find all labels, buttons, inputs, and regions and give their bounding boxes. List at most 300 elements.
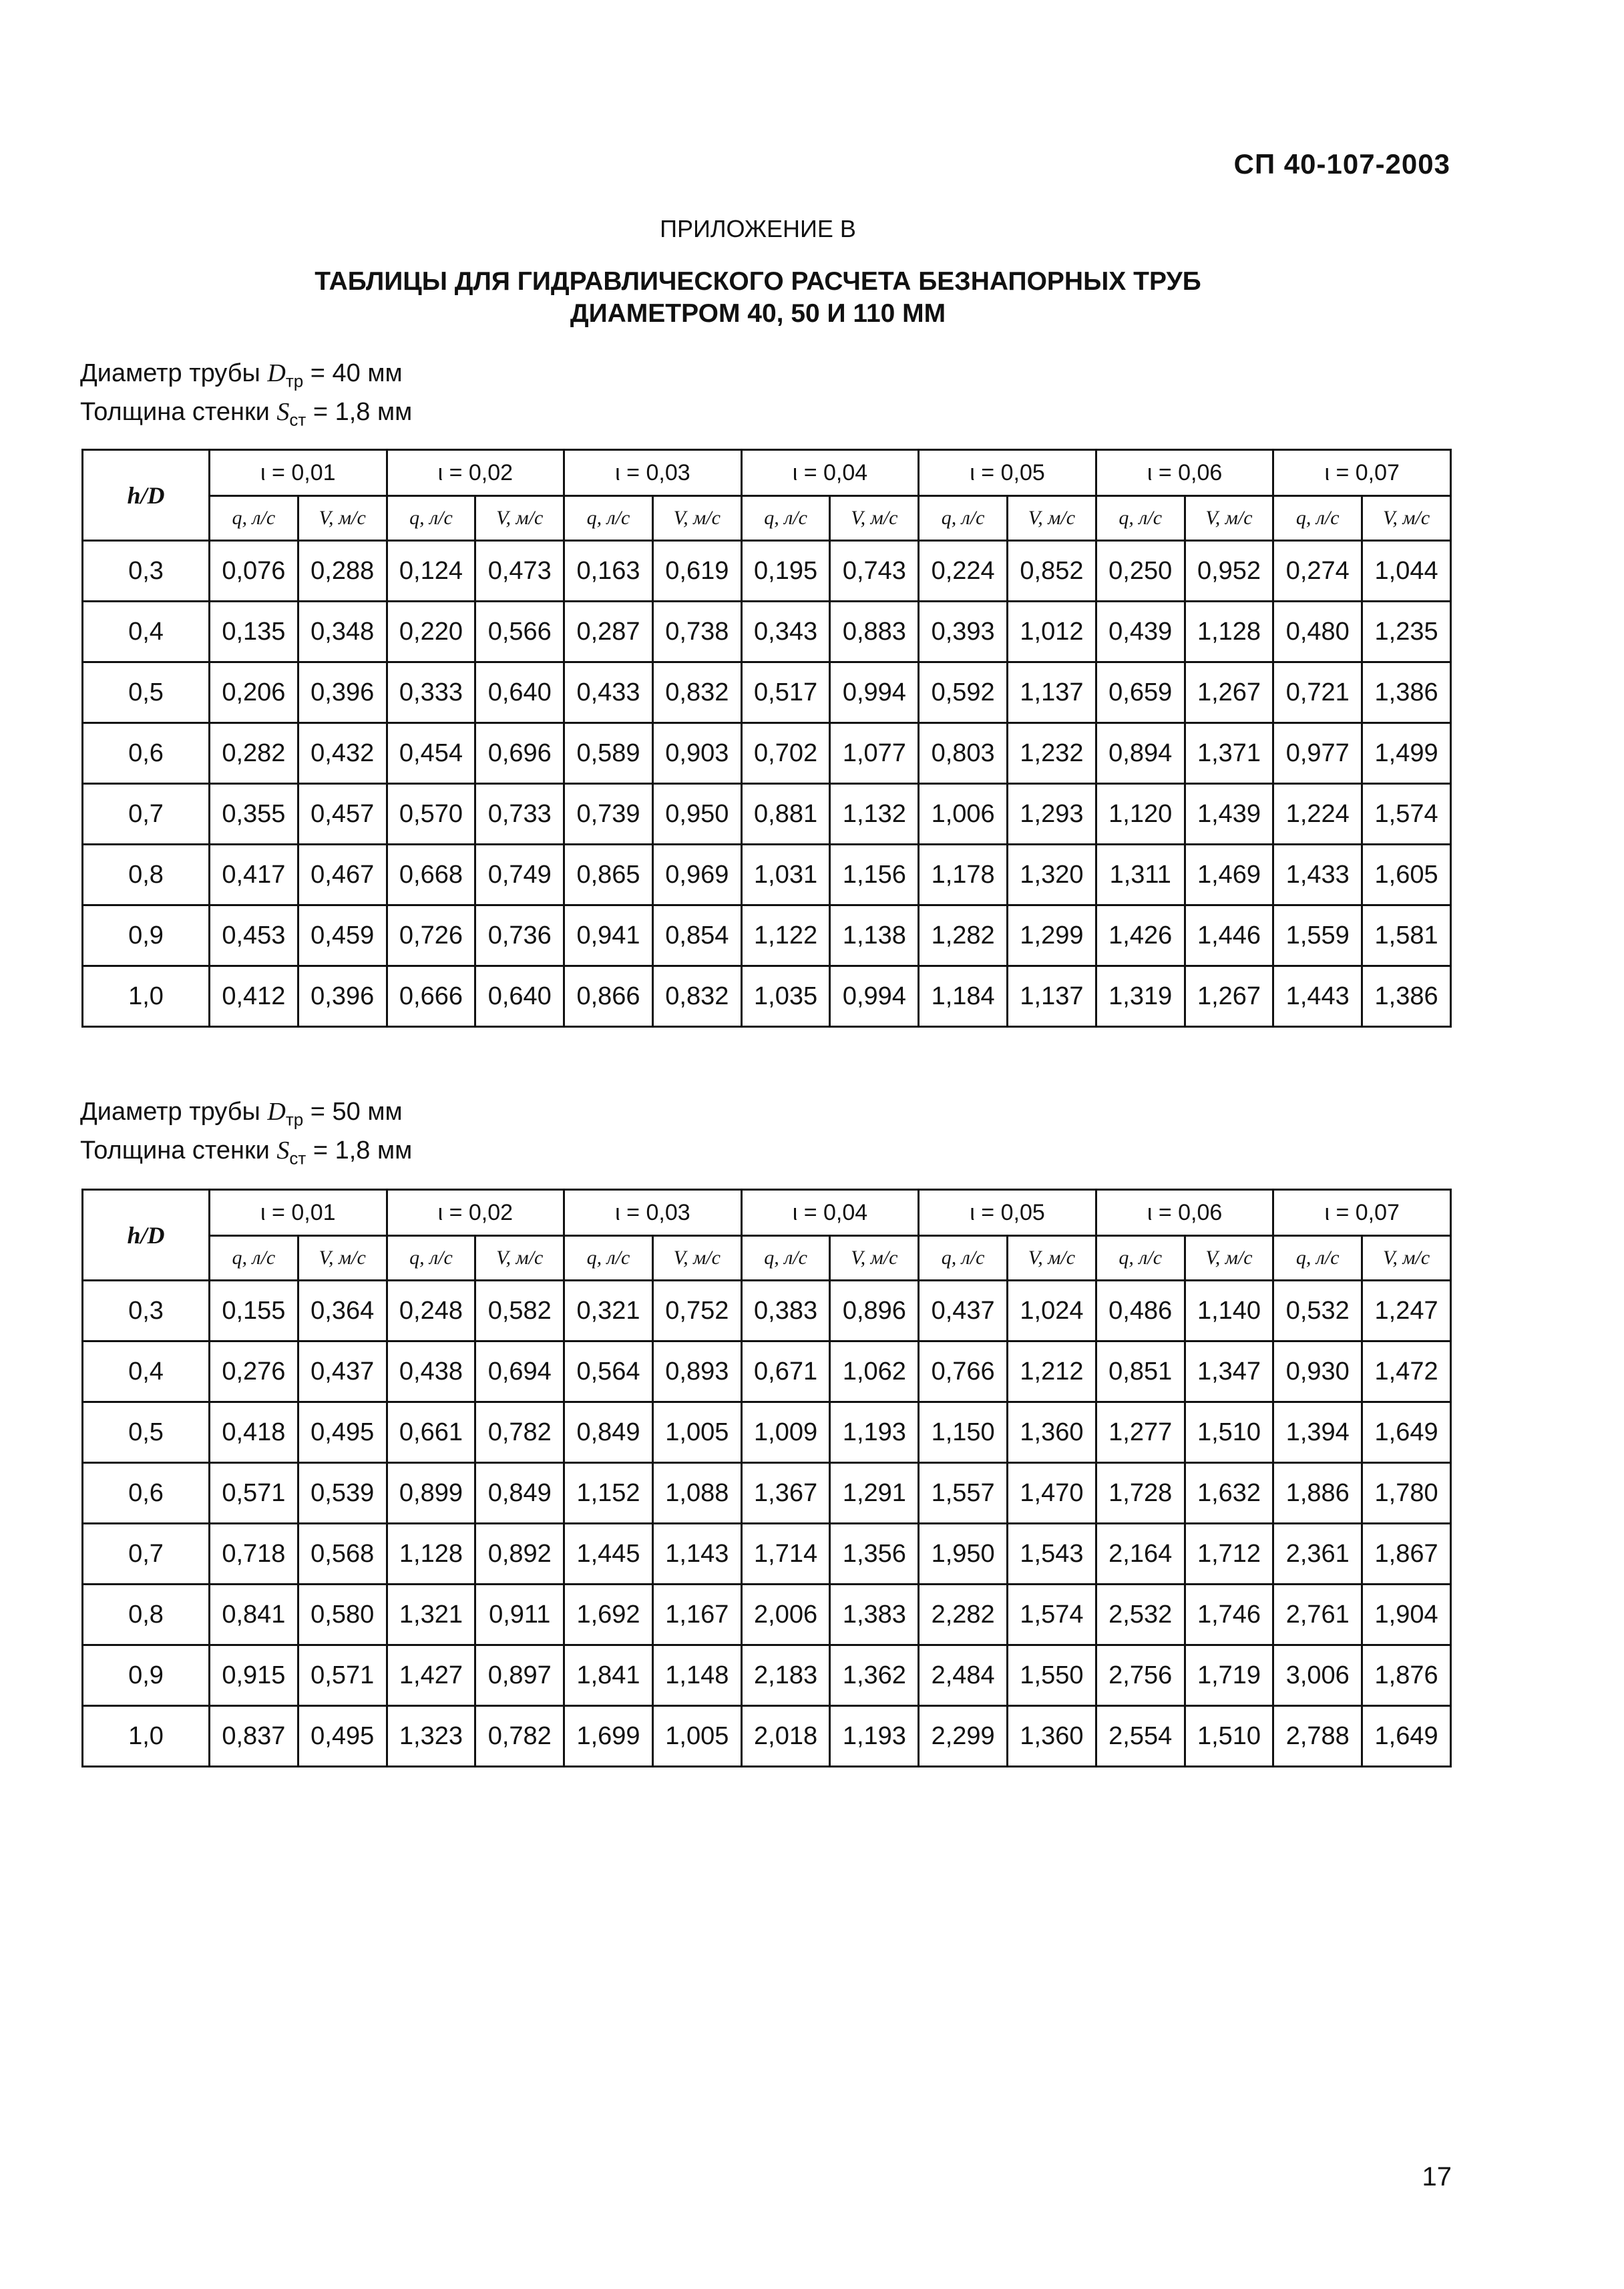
velocity-cell: 1,024 <box>1008 1281 1096 1341</box>
velocity-cell: 1,267 <box>1185 966 1273 1027</box>
velocity-cell: 0,539 <box>298 1463 387 1524</box>
flow-rate-cell: 0,195 <box>741 541 830 602</box>
flow-rate-header: q, л/с <box>741 496 830 541</box>
velocity-cell: 1,383 <box>830 1585 919 1645</box>
velocity-cell: 1,247 <box>1362 1281 1451 1341</box>
flow-rate-cell: 0,124 <box>387 541 475 602</box>
velocity-cell: 1,138 <box>830 905 919 966</box>
row-hd-value: 0,6 <box>83 723 210 784</box>
wall-line <box>80 1135 412 1174</box>
flow-rate-cell: 0,661 <box>387 1402 475 1463</box>
title-line-1: ТАБЛИЦЫ ДЛЯ ГИДРАВЛИЧЕСКОГО РАСЧЕТА БЕЗНАПОРНЫХ ТРУБ <box>315 267 1201 296</box>
velocity-cell: 1,439 <box>1185 784 1273 845</box>
velocity-header: V, м/с <box>1185 496 1273 541</box>
velocity-cell: 1,876 <box>1362 1645 1451 1706</box>
velocity-header: V, м/с <box>1008 1236 1096 1281</box>
row-hd-value: 1,0 <box>83 1706 210 1767</box>
row-hd-value: 0,6 <box>83 1463 210 1524</box>
velocity-cell: 1,005 <box>652 1402 741 1463</box>
velocity-cell: 0,782 <box>475 1402 564 1463</box>
velocity-cell: 0,969 <box>652 845 741 905</box>
flow-rate-cell: 0,841 <box>210 1585 298 1645</box>
flow-rate-cell: 1,224 <box>1273 784 1362 845</box>
velocity-cell: 1,510 <box>1185 1706 1273 1767</box>
velocity-cell: 0,640 <box>475 966 564 1027</box>
slope-header: ι = 0,04 <box>741 450 919 496</box>
flow-rate-cell: 0,412 <box>210 966 298 1027</box>
flow-rate-cell: 0,438 <box>387 1341 475 1402</box>
velocity-cell: 1,581 <box>1362 905 1451 966</box>
flow-rate-cell: 2,532 <box>1096 1585 1185 1645</box>
flow-rate-cell: 1,692 <box>564 1585 653 1645</box>
row-hd-value: 0,3 <box>83 541 210 602</box>
velocity-cell: 0,495 <box>298 1402 387 1463</box>
velocity-cell: 0,849 <box>475 1463 564 1524</box>
velocity-cell: 0,752 <box>652 1281 741 1341</box>
velocity-cell: 0,743 <box>830 541 919 602</box>
flow-rate-cell: 0,726 <box>387 905 475 966</box>
velocity-cell: 1,062 <box>830 1341 919 1402</box>
velocity-cell: 1,320 <box>1008 845 1096 905</box>
slope-header: ι = 0,02 <box>387 1190 564 1236</box>
velocity-cell: 0,432 <box>298 723 387 784</box>
diameter-label: Диаметр трубы <box>80 1098 268 1126</box>
slope-header: ι = 0,02 <box>387 450 564 496</box>
velocity-cell: 1,469 <box>1185 845 1273 905</box>
pipe-params-50 <box>80 1096 412 1173</box>
flow-rate-cell: 0,930 <box>1273 1341 1362 1402</box>
flow-rate-cell: 0,206 <box>210 662 298 723</box>
flow-rate-header: q, л/с <box>210 496 298 541</box>
flow-rate-cell: 1,443 <box>1273 966 1362 1027</box>
table-row <box>83 1645 1451 1706</box>
flow-rate-cell: 1,311 <box>1096 845 1185 905</box>
row-hd-value: 0,9 <box>83 1645 210 1706</box>
velocity-cell: 1,156 <box>830 845 919 905</box>
flow-rate-cell: 2,756 <box>1096 1645 1185 1706</box>
row-hd-value: 0,8 <box>83 845 210 905</box>
velocity-header: V, м/с <box>1362 1236 1451 1281</box>
flow-rate-cell: 0,668 <box>387 845 475 905</box>
velocity-cell: 1,472 <box>1362 1341 1451 1402</box>
velocity-cell: 1,360 <box>1008 1706 1096 1767</box>
flow-rate-cell: 1,122 <box>741 905 830 966</box>
velocity-cell: 0,883 <box>830 602 919 662</box>
row-hd-value: 0,7 <box>83 784 210 845</box>
flow-rate-header: q, л/с <box>1096 1236 1185 1281</box>
flow-rate-cell: 2,554 <box>1096 1706 1185 1767</box>
velocity-cell: 0,892 <box>475 1524 564 1585</box>
flow-rate-header: q, л/с <box>210 1236 298 1281</box>
flow-rate-cell: 1,152 <box>564 1463 653 1524</box>
velocity-cell: 0,288 <box>298 541 387 602</box>
velocity-cell: 0,994 <box>830 662 919 723</box>
flow-rate-cell: 0,881 <box>741 784 830 845</box>
flow-rate-cell: 2,183 <box>741 1645 830 1706</box>
flow-rate-cell: 0,439 <box>1096 602 1185 662</box>
velocity-cell: 1,193 <box>830 1402 919 1463</box>
velocity-cell: 1,193 <box>830 1706 919 1767</box>
page-title <box>0 266 1516 330</box>
velocity-cell: 0,896 <box>830 1281 919 1341</box>
flow-rate-cell: 2,164 <box>1096 1524 1185 1585</box>
velocity-cell: 1,649 <box>1362 1706 1451 1767</box>
row-hd-value: 0,9 <box>83 905 210 966</box>
flow-rate-cell: 0,321 <box>564 1281 653 1341</box>
velocity-cell: 1,470 <box>1008 1463 1096 1524</box>
flow-rate-cell: 0,739 <box>564 784 653 845</box>
flow-rate-cell: 2,282 <box>919 1585 1008 1645</box>
table-row <box>83 602 1451 662</box>
slope-header: ι = 0,01 <box>210 1190 387 1236</box>
velocity-cell: 1,543 <box>1008 1524 1096 1585</box>
flow-rate-cell: 0,866 <box>564 966 653 1027</box>
velocity-cell: 1,291 <box>830 1463 919 1524</box>
diameter-line <box>80 1096 412 1135</box>
flow-rate-cell: 0,453 <box>210 905 298 966</box>
wall-value: = 1,8 мм <box>306 1136 413 1165</box>
flow-rate-cell: 1,841 <box>564 1645 653 1706</box>
flow-rate-cell: 0,437 <box>919 1281 1008 1341</box>
velocity-cell: 1,386 <box>1362 662 1451 723</box>
flow-rate-cell: 2,761 <box>1273 1585 1362 1645</box>
diameter-subscript: тр <box>285 371 304 391</box>
flow-rate-cell: 1,559 <box>1273 905 1362 966</box>
velocity-cell: 1,605 <box>1362 845 1451 905</box>
velocity-cell: 0,571 <box>298 1645 387 1706</box>
velocity-cell: 1,867 <box>1362 1524 1451 1585</box>
velocity-header: V, м/с <box>475 496 564 541</box>
velocity-cell: 0,580 <box>298 1585 387 1645</box>
unit-header-row <box>83 1236 1451 1281</box>
velocity-header: V, м/с <box>1362 496 1451 541</box>
velocity-cell: 0,364 <box>298 1281 387 1341</box>
velocity-cell: 0,696 <box>475 723 564 784</box>
velocity-cell: 0,854 <box>652 905 741 966</box>
flow-rate-cell: 0,517 <box>741 662 830 723</box>
velocity-cell: 1,267 <box>1185 662 1273 723</box>
velocity-cell: 0,619 <box>652 541 741 602</box>
flow-rate-cell: 0,592 <box>919 662 1008 723</box>
flow-rate-cell: 1,150 <box>919 1402 1008 1463</box>
flow-rate-cell: 1,178 <box>919 845 1008 905</box>
velocity-cell: 1,137 <box>1008 662 1096 723</box>
flow-rate-cell: 0,894 <box>1096 723 1185 784</box>
velocity-cell: 1,088 <box>652 1463 741 1524</box>
flow-rate-cell: 0,671 <box>741 1341 830 1402</box>
flow-rate-cell: 0,076 <box>210 541 298 602</box>
table-row <box>83 1706 1451 1767</box>
velocity-header: V, м/с <box>1185 1236 1273 1281</box>
row-hd-value: 0,5 <box>83 1402 210 1463</box>
velocity-header: V, м/с <box>652 496 741 541</box>
flow-rate-cell: 1,886 <box>1273 1463 1362 1524</box>
flow-rate-cell: 0,766 <box>919 1341 1008 1402</box>
pipe-params-40 <box>80 358 412 435</box>
diameter-value: = 50 мм <box>303 1098 403 1126</box>
flow-rate-cell: 1,128 <box>387 1524 475 1585</box>
velocity-cell: 0,396 <box>298 966 387 1027</box>
velocity-cell: 0,568 <box>298 1524 387 1585</box>
slope-header: ι = 0,05 <box>919 1190 1096 1236</box>
velocity-cell: 1,143 <box>652 1524 741 1585</box>
velocity-cell: 1,293 <box>1008 784 1096 845</box>
velocity-cell: 1,712 <box>1185 1524 1273 1585</box>
table-row <box>83 723 1451 784</box>
velocity-cell: 1,780 <box>1362 1463 1451 1524</box>
velocity-cell: 0,437 <box>298 1341 387 1402</box>
flow-rate-cell: 0,343 <box>741 602 830 662</box>
wall-label: Толщина стенки <box>80 1136 277 1165</box>
flow-rate-cell: 0,571 <box>210 1463 298 1524</box>
velocity-cell: 1,574 <box>1362 784 1451 845</box>
flow-rate-cell: 0,250 <box>1096 541 1185 602</box>
flow-rate-cell: 3,006 <box>1273 1645 1362 1706</box>
flow-rate-cell: 2,018 <box>741 1706 830 1767</box>
flow-rate-cell: 0,718 <box>210 1524 298 1585</box>
flow-rate-cell: 1,394 <box>1273 1402 1362 1463</box>
flow-rate-cell: 2,788 <box>1273 1706 1362 1767</box>
flow-rate-cell: 1,319 <box>1096 966 1185 1027</box>
flow-rate-cell: 0,393 <box>919 602 1008 662</box>
table-row <box>83 1463 1451 1524</box>
velocity-cell: 0,473 <box>475 541 564 602</box>
flow-rate-header: q, л/с <box>1273 1236 1362 1281</box>
velocity-cell: 1,371 <box>1185 723 1273 784</box>
unit-header-row <box>83 496 1451 541</box>
velocity-cell: 0,694 <box>475 1341 564 1402</box>
slope-header: ι = 0,07 <box>1273 1190 1451 1236</box>
velocity-cell: 1,044 <box>1362 541 1451 602</box>
flow-rate-cell: 0,355 <box>210 784 298 845</box>
velocity-cell: 1,299 <box>1008 905 1096 966</box>
velocity-cell: 1,550 <box>1008 1645 1096 1706</box>
table-row <box>83 905 1451 966</box>
velocity-cell: 0,348 <box>298 602 387 662</box>
velocity-cell: 0,467 <box>298 845 387 905</box>
flow-rate-cell: 0,276 <box>210 1341 298 1402</box>
velocity-cell: 1,360 <box>1008 1402 1096 1463</box>
velocity-cell: 1,235 <box>1362 602 1451 662</box>
slope-header: ι = 0,06 <box>1096 1190 1273 1236</box>
velocity-cell: 1,137 <box>1008 966 1096 1027</box>
flow-rate-header: q, л/с <box>919 496 1008 541</box>
velocity-header: V, м/с <box>298 496 387 541</box>
slope-header: ι = 0,04 <box>741 1190 919 1236</box>
flow-rate-cell: 1,728 <box>1096 1463 1185 1524</box>
hd-header: h/D <box>83 450 210 541</box>
velocity-cell: 1,386 <box>1362 966 1451 1027</box>
velocity-cell: 1,347 <box>1185 1341 1273 1402</box>
velocity-cell: 0,893 <box>652 1341 741 1402</box>
velocity-cell: 1,232 <box>1008 723 1096 784</box>
flow-rate-cell: 0,282 <box>210 723 298 784</box>
flow-rate-cell: 1,321 <box>387 1585 475 1645</box>
table-row <box>83 784 1451 845</box>
title-line-2: ДИАМЕТРОМ 40, 50 И 110 ММ <box>570 299 946 328</box>
flow-rate-cell: 0,383 <box>741 1281 830 1341</box>
flow-rate-cell: 1,277 <box>1096 1402 1185 1463</box>
flow-rate-cell: 2,006 <box>741 1585 830 1645</box>
table-row <box>83 1281 1451 1341</box>
flow-rate-cell: 1,445 <box>564 1524 653 1585</box>
velocity-header: V, м/с <box>830 1236 919 1281</box>
slope-header: ι = 0,06 <box>1096 450 1273 496</box>
velocity-cell: 0,396 <box>298 662 387 723</box>
flow-rate-cell: 0,721 <box>1273 662 1362 723</box>
velocity-cell: 0,852 <box>1008 541 1096 602</box>
flow-rate-cell: 0,480 <box>1273 602 1362 662</box>
row-hd-value: 0,3 <box>83 1281 210 1341</box>
row-hd-value: 0,4 <box>83 1341 210 1402</box>
velocity-header: V, м/с <box>298 1236 387 1281</box>
flow-rate-cell: 0,418 <box>210 1402 298 1463</box>
velocity-cell: 1,148 <box>652 1645 741 1706</box>
flow-rate-cell: 0,666 <box>387 966 475 1027</box>
velocity-header: V, м/с <box>475 1236 564 1281</box>
velocity-cell: 0,566 <box>475 602 564 662</box>
flow-rate-cell: 1,006 <box>919 784 1008 845</box>
flow-rate-cell: 0,837 <box>210 1706 298 1767</box>
table-row <box>83 1402 1451 1463</box>
flow-rate-header: q, л/с <box>741 1236 830 1281</box>
row-hd-value: 0,8 <box>83 1585 210 1645</box>
velocity-cell: 0,738 <box>652 602 741 662</box>
flow-rate-cell: 0,589 <box>564 723 653 784</box>
velocity-cell: 1,574 <box>1008 1585 1096 1645</box>
flow-rate-cell: 1,433 <box>1273 845 1362 905</box>
velocity-cell: 1,212 <box>1008 1341 1096 1402</box>
velocity-cell: 1,649 <box>1362 1402 1451 1463</box>
velocity-cell: 0,897 <box>475 1645 564 1706</box>
slope-header: ι = 0,03 <box>564 1190 742 1236</box>
slope-header-row <box>83 450 1451 496</box>
flow-rate-cell: 1,699 <box>564 1706 653 1767</box>
flow-rate-cell: 2,299 <box>919 1706 1008 1767</box>
flow-rate-cell: 2,484 <box>919 1645 1008 1706</box>
appendix-heading: ПРИЛОЖЕНИЕ В <box>660 215 856 242</box>
hydraulic-table-50mm <box>81 1189 1452 1767</box>
flow-rate-cell: 0,915 <box>210 1645 298 1706</box>
velocity-cell: 1,632 <box>1185 1463 1273 1524</box>
row-hd-value: 0,7 <box>83 1524 210 1585</box>
table-row <box>83 662 1451 723</box>
velocity-header: V, м/с <box>1008 496 1096 541</box>
table-row <box>83 1524 1451 1585</box>
diameter-symbol: D <box>267 359 286 387</box>
slope-header-row <box>83 1190 1451 1236</box>
table-row <box>83 1341 1451 1402</box>
velocity-cell: 1,140 <box>1185 1281 1273 1341</box>
flow-rate-cell: 0,454 <box>387 723 475 784</box>
flow-rate-cell: 0,570 <box>387 784 475 845</box>
row-hd-value: 0,4 <box>83 602 210 662</box>
hydraulic-table-40mm <box>81 449 1452 1028</box>
velocity-cell: 1,510 <box>1185 1402 1273 1463</box>
velocity-header: V, м/с <box>830 496 919 541</box>
velocity-cell: 1,719 <box>1185 1645 1273 1706</box>
velocity-cell: 1,167 <box>652 1585 741 1645</box>
flow-rate-cell: 0,899 <box>387 1463 475 1524</box>
flow-rate-cell: 1,714 <box>741 1524 830 1585</box>
flow-rate-header: q, л/с <box>564 1236 653 1281</box>
document-code: СП 40-107-2003 <box>1233 148 1450 180</box>
flow-rate-header: q, л/с <box>387 1236 475 1281</box>
flow-rate-cell: 1,031 <box>741 845 830 905</box>
flow-rate-cell: 0,333 <box>387 662 475 723</box>
flow-rate-cell: 0,248 <box>387 1281 475 1341</box>
page-number: 17 <box>1422 2162 1452 2192</box>
flow-rate-cell: 1,184 <box>919 966 1008 1027</box>
velocity-cell: 0,782 <box>475 1706 564 1767</box>
diameter-line <box>80 358 412 397</box>
row-hd-value: 0,5 <box>83 662 210 723</box>
velocity-cell: 1,128 <box>1185 602 1273 662</box>
velocity-cell: 0,736 <box>475 905 564 966</box>
flow-rate-cell: 1,282 <box>919 905 1008 966</box>
velocity-cell: 0,832 <box>652 966 741 1027</box>
flow-rate-header: q, л/с <box>387 496 475 541</box>
flow-rate-cell: 0,274 <box>1273 541 1362 602</box>
flow-rate-cell: 1,035 <box>741 966 830 1027</box>
table-row <box>83 541 1451 602</box>
velocity-cell: 1,446 <box>1185 905 1273 966</box>
velocity-cell: 0,457 <box>298 784 387 845</box>
velocity-header: V, м/с <box>652 1236 741 1281</box>
flow-rate-cell: 0,865 <box>564 845 653 905</box>
velocity-cell: 0,733 <box>475 784 564 845</box>
wall-value: = 1,8 мм <box>306 397 413 426</box>
velocity-cell: 0,495 <box>298 1706 387 1767</box>
flow-rate-header: q, л/с <box>1096 496 1185 541</box>
slope-header: ι = 0,01 <box>210 450 387 496</box>
flow-rate-header: q, л/с <box>1273 496 1362 541</box>
flow-rate-cell: 0,287 <box>564 602 653 662</box>
velocity-cell: 1,132 <box>830 784 919 845</box>
wall-label: Толщина стенки <box>80 397 277 426</box>
velocity-cell: 1,746 <box>1185 1585 1273 1645</box>
velocity-cell: 0,640 <box>475 662 564 723</box>
velocity-cell: 0,459 <box>298 905 387 966</box>
flow-rate-cell: 0,977 <box>1273 723 1362 784</box>
flow-rate-cell: 0,135 <box>210 602 298 662</box>
velocity-cell: 1,356 <box>830 1524 919 1585</box>
flow-rate-cell: 1,323 <box>387 1706 475 1767</box>
velocity-cell: 0,582 <box>475 1281 564 1341</box>
flow-rate-cell: 0,851 <box>1096 1341 1185 1402</box>
wall-line <box>80 397 412 435</box>
flow-rate-cell: 1,427 <box>387 1645 475 1706</box>
flow-rate-cell: 0,849 <box>564 1402 653 1463</box>
slope-header: ι = 0,07 <box>1273 450 1451 496</box>
flow-rate-cell: 0,433 <box>564 662 653 723</box>
velocity-cell: 1,904 <box>1362 1585 1451 1645</box>
table-row <box>83 1585 1451 1645</box>
wall-symbol: S <box>276 1136 290 1165</box>
table-row <box>83 966 1451 1027</box>
flow-rate-cell: 1,120 <box>1096 784 1185 845</box>
diameter-symbol: D <box>267 1098 286 1126</box>
table-row <box>83 845 1451 905</box>
flow-rate-cell: 0,564 <box>564 1341 653 1402</box>
velocity-cell: 0,952 <box>1185 541 1273 602</box>
slope-header: ι = 0,03 <box>564 450 742 496</box>
flow-rate-cell: 0,659 <box>1096 662 1185 723</box>
flow-rate-cell: 0,220 <box>387 602 475 662</box>
flow-rate-cell: 0,163 <box>564 541 653 602</box>
flow-rate-cell: 0,702 <box>741 723 830 784</box>
flow-rate-cell: 0,803 <box>919 723 1008 784</box>
